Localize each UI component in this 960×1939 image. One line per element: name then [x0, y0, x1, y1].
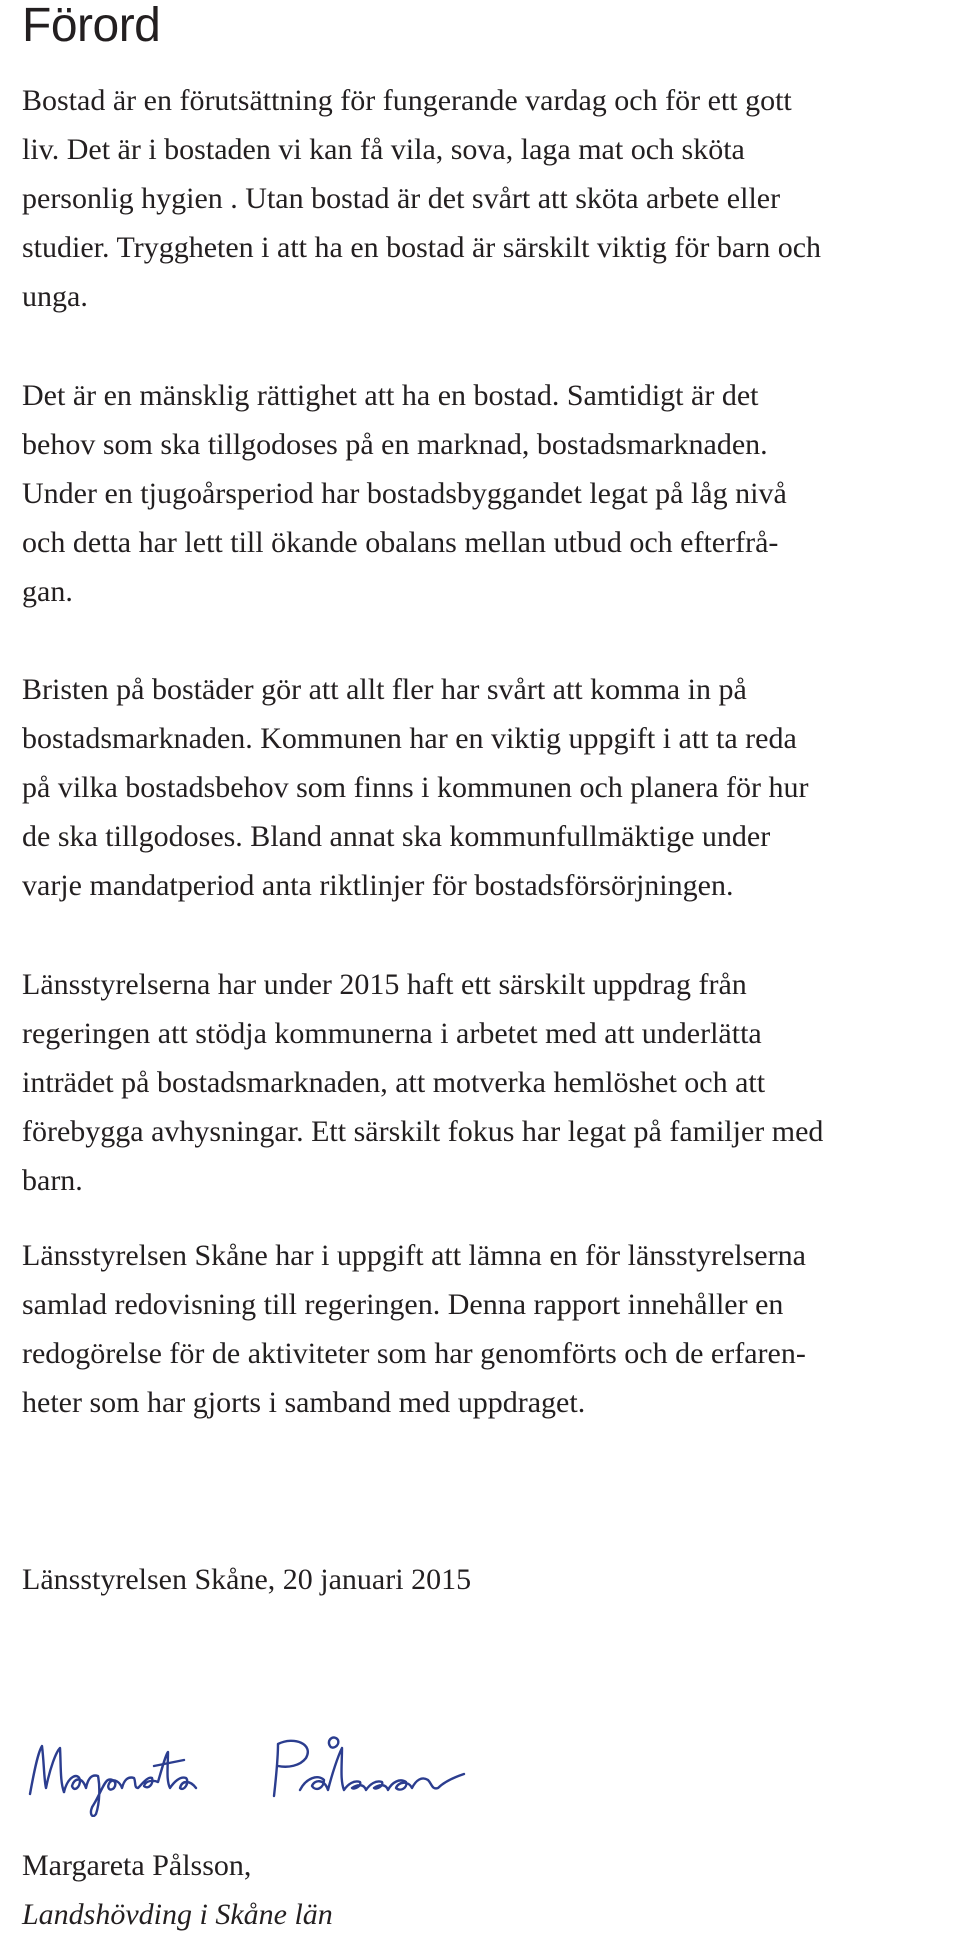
text-line: heter som har gjorts i samband med uppdraget.: [22, 1386, 586, 1419]
text-line: Bostad är en förutsättning för fungerande vardag och för ett gott: [22, 84, 792, 117]
text-line: liv. Det är i bostaden vi kan få vila, sova, laga mat och sköta: [22, 133, 745, 166]
text-line: Det är en mänsklig rättighet att ha en bostad. Samtidigt är det: [22, 379, 759, 412]
paragraph-2: [22, 371, 960, 616]
text-line: Under en tjugoårsperiod har bostadsbyggandet legat på låg nivå: [22, 477, 787, 510]
paragraph-5: [22, 1231, 960, 1427]
text-line: varje mandatperiod anta riktlinjer för bostadsförsörjningen.: [22, 869, 734, 902]
text-line: behov som ska tillgodoses på en marknad, bostadsmarknaden.: [22, 428, 768, 461]
text-line: och detta har lett till ökande obalans mellan utbud och efterfrå-: [22, 526, 779, 559]
text-line: de ska tillgodoses. Bland annat ska kommunfullmäktige under: [22, 820, 771, 853]
text-line: unga.: [22, 280, 88, 313]
text-line: gan.: [22, 575, 73, 608]
closing-place-date: Länsstyrelsen Skåne, 20 januari 2015: [22, 1563, 472, 1596]
text-line: Bristen på bostäder gör att allt fler har svårt att komma in på: [22, 673, 747, 706]
text-line: Länsstyrelserna har under 2015 haft ett särskilt uppdrag från: [22, 968, 747, 1001]
text-line: redogörelse för de aktiviteter som har genomförts och de erfaren-: [22, 1337, 806, 1370]
text-line: regeringen att stödja kommunerna i arbetet med att underlätta: [22, 1017, 762, 1050]
paragraph-4: [22, 960, 960, 1205]
text-line: studier. Tryggheten i att ha en bostad är särskilt viktig för barn och: [22, 231, 822, 264]
page-title: Förord: [22, 0, 161, 52]
signatory-name: Margareta Pålsson,: [22, 1849, 252, 1882]
text-line: på vilka bostadsbehov som finns i kommunen och planera för hur: [22, 771, 809, 804]
text-line: samlad redovisning till regeringen. Denna rapport innehåller en: [22, 1288, 784, 1321]
text-line: inträdet på bostadsmarknaden, att motverka hemlöshet och att: [22, 1066, 766, 1099]
text-line: Länsstyrelsen Skåne har i uppgift att lämna en för länsstyrelserna: [22, 1239, 806, 1272]
handwritten-signature: [8, 1722, 478, 1817]
paragraph-1: [22, 76, 960, 321]
text-line: bostadsmarknaden. Kommunen har en viktig uppgift i att ta reda: [22, 722, 797, 755]
text-line: personlig hygien . Utan bostad är det svårt att sköta arbete eller: [22, 182, 781, 215]
paragraph-3: [22, 665, 960, 910]
text-line: förebygga avhysningar. Ett särskilt fokus har legat på familjer med: [22, 1115, 824, 1148]
text-line: barn.: [22, 1164, 83, 1197]
signatory-title: Landshövding i Skåne län: [22, 1898, 333, 1931]
